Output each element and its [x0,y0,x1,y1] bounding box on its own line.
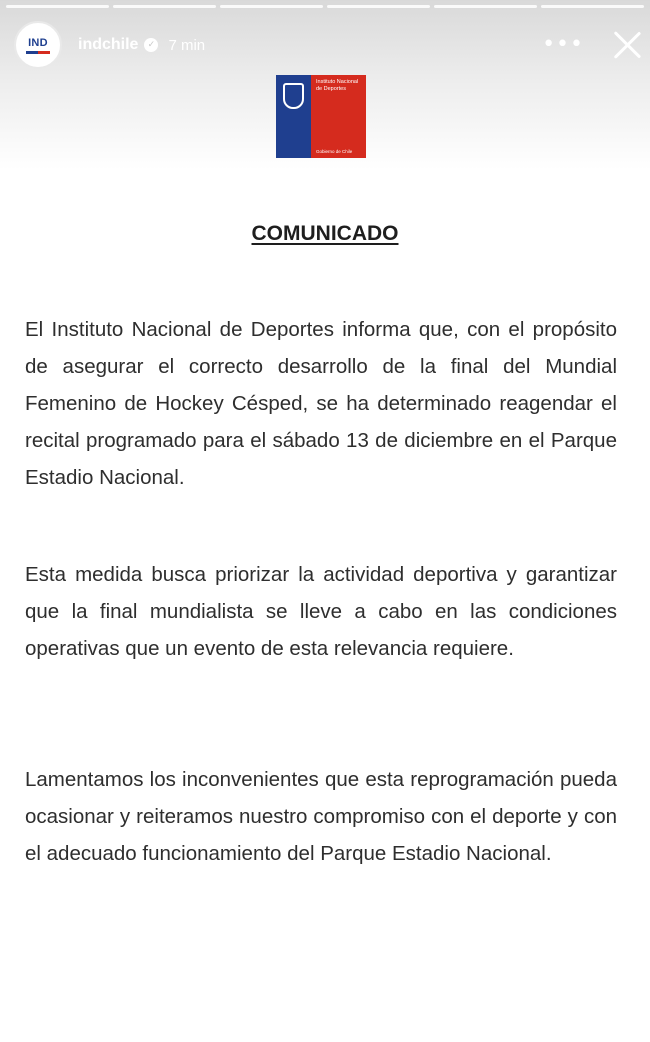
username[interactable]: indchile [78,36,139,53]
paragraph-1: El Instituto Nacional de Deportes informa que, con el propósito de asegurar el correcto desarrollo de la final del Mundial Femenino de Hockey Césped, se ha determinado reagendar el recital programado para el sábado 13 de diciembre en el Parque Estadio Nacional. [25,318,617,489]
paragraph-2: Esta medida busca priorizar la actividad deportiva y garantizar que la final mundialista se lleve a cabo en las condiciones operativas que un evento de esta relevancia requiere. [25,563,617,660]
story-header [14,20,642,70]
story-progress-bar [6,5,644,8]
paragraph-3: Lamentamos los inconvenientes que esta reprogramación pueda ocasionar y reiteramos nuestro compromiso con el deporte y con el adecuado funcionamiento del Parque Estadio Nacional. [25,768,617,865]
progress-segment [113,5,216,8]
post-time: 7 min [168,36,206,54]
progress-segment [220,5,323,8]
avatar-label: IND [28,36,48,49]
more-options-icon[interactable]: ••• [542,32,584,57]
avatar-flag-bar [26,51,50,54]
logo-text: Instituto Nacional de Deportes [316,79,359,92]
avatar[interactable] [14,21,62,69]
page-title: COMUNICADO [251,222,399,245]
progress-segment [434,5,537,8]
verified-badge-icon: ✓ [144,38,158,52]
gobierno-logo [276,75,366,158]
progress-segment [6,5,109,8]
logo-subtext: Gobierno de Chile [316,149,353,154]
close-icon[interactable] [612,30,642,60]
coat-of-arms-icon [283,83,304,109]
progress-segment [327,5,430,8]
progress-segment [541,5,644,8]
